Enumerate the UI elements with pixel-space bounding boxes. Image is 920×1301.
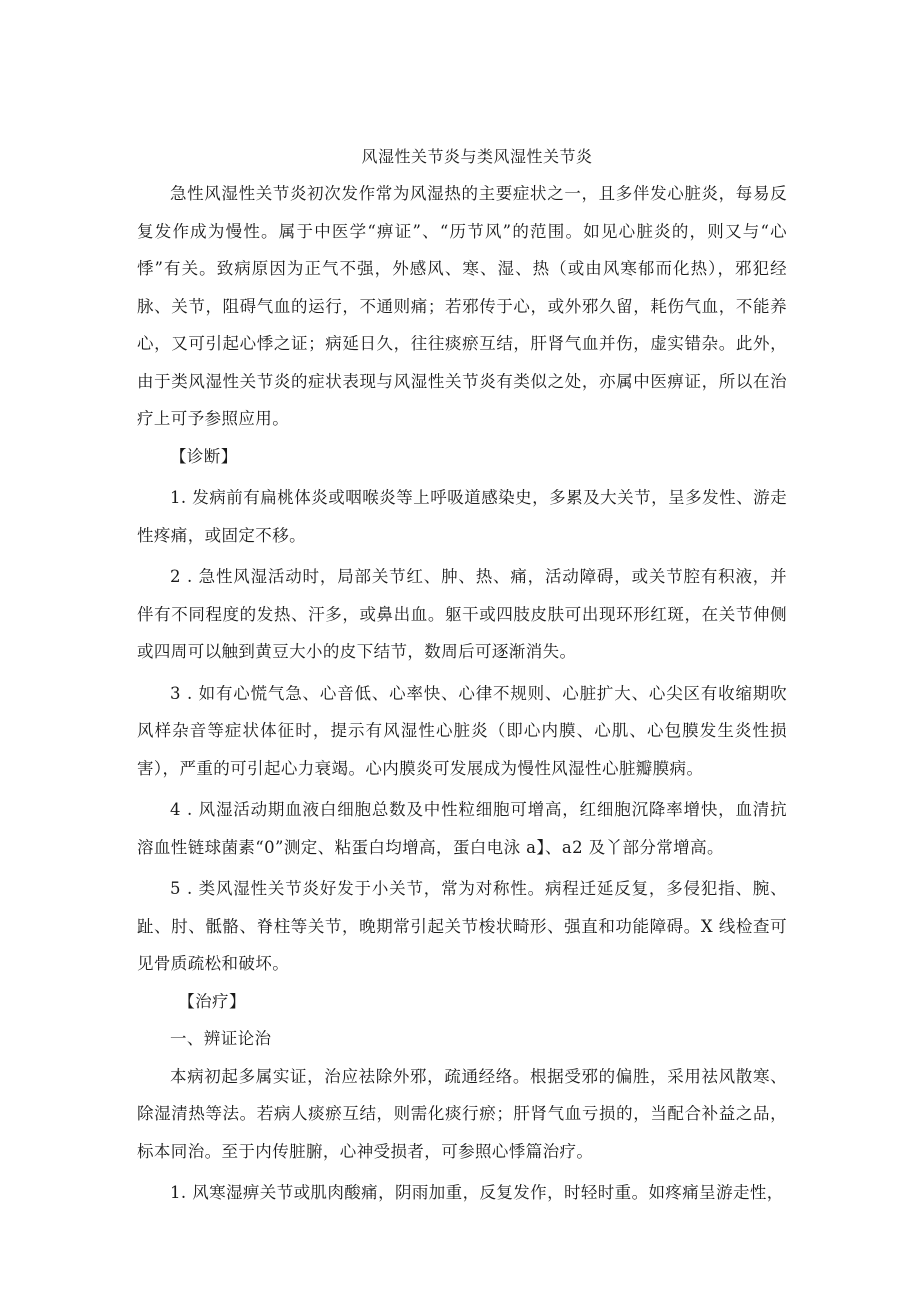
diagnosis-item-4: 4 . 风湿活动期血液白细胞总数及中性粒细胞可增高，红细胞沉降率增快，血清抗溶血性链球菌素“0”测定、粘蛋白均增高，蛋白电泳 a】、a2 及丫部分常增高。	[137, 800, 787, 857]
treatment-intro-paragraph: 本病初起多属实证，治应祛除外邪，疏通经络。根据受邪的偏胜，采用祛风散寒、除湿清热等法。若病人痰瘀互结，则需化痰行瘀；肝肾气血亏损的，当配合补益之品，标本同治。至于内传脏腑，心神受损者，可参照心悸篇治疗。	[137, 1066, 787, 1161]
diagnosis-item-5: 5 . 类风湿性关节炎好发于小关节，常为对称性。病程迁延反复，多侵犯指、腕、趾、肘、骶骼、脊柱等关节，晚期常引起关节梭状畸形、强直和功能障碍。X 线检查可见骨质疏松和破坏。	[137, 879, 787, 973]
diagnosis-item-3: 3 . 如有心慌气急、心音低、心率快、心律不规则、心脏扩大、心尖区有收缩期吹风样杂音等症状体征时，提示有风湿性心脏炎（即心内膜、心肌、心包膜发生炎性损害），严重的可引起心力衰竭。心内膜炎可发展成为慢性风湿性心脏瓣膜病。	[137, 683, 787, 778]
intro-paragraph: 急性风湿性关节炎初次发作常为风湿热的主要症状之一，且多伴发心脏炎，每易反复发作成为慢性。属于中医学“痹证”、“历节风”的范围。如见心脏炎的，则又与“心悸”有关。致病原因为正气不强，外感风、寒、湿、热（或由风寒郁而化热），邪犯经脉、关节，阻碍气血的运行，不通则痛；若邪传于心，或外邪久留，耗伤气血，不能养心，又可引起心悸之证；病延日久，往往痰瘀互结，肝肾气血并伤，虚实错杂。此外，由于类风湿性关节炎的症状表现与风湿性关节炎有类似之处，亦属中医痹证，所以在治疗上可予参照应用。	[137, 184, 787, 428]
document-page	[137, 145, 787, 1212]
treatment-heading: 【治疗】	[178, 991, 246, 1011]
document-title: 风湿性关节炎与类风湿性关节炎	[361, 147, 593, 166]
diagnosis-item-2: 2 . 急性风湿活动时，局部关节红、肿、热、痛，活动障碍，或关节腔有积液，并伴有不同程度的发热、汗多，或鼻出血。躯干或四肢皮肤可出现环形红斑，在关节伸侧或四周可以触到黄豆大小的皮下结节，数周后可逐渐消失。	[137, 567, 787, 661]
section-one-heading: 一、辨证论治	[170, 1029, 272, 1048]
diagnosis-heading: 【诊断】	[170, 446, 238, 466]
diagnosis-item-1: 1. 发病前有扁桃体炎或咽喉炎等上呼吸道感染史，多累及大关节，呈多发性、游走性疼痛，或固定不移。	[137, 488, 787, 545]
treatment-item-1: 1. 风寒湿痹关节或肌肉酸痛，阴雨加重，反复发作，时轻时重。如疼痛呈游走性，	[170, 1183, 784, 1202]
